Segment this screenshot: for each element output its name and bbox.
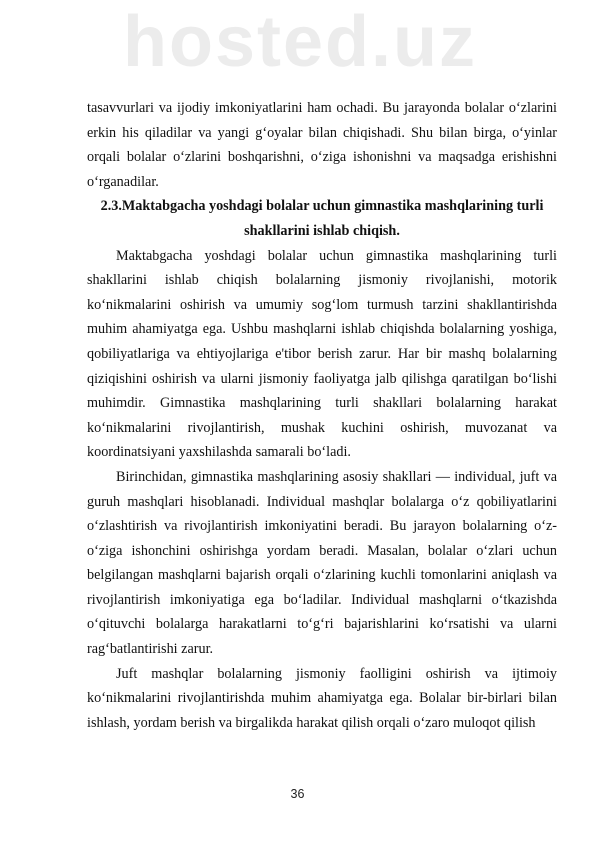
paragraph-exercise-forms: Birinchidan, gimnastika mashqlarining asosiy shakllari — individual, juft va guruh mashqlari hisoblanadi. Individual mashqlar bolalarga o‘z qobiliyatlarini o‘zlashtirish va rivojlantirish imkoniyatini beradi. Bu jarayon bolalarning o‘z-o‘ziga ishonchini oshirishga yordam beradi. Masalan, bolalar o‘zlari uchun belgilangan mashqlarni bajarish orqali o‘zlarining kuchli tomonlarini aniqlash va rivojlantirish imkoniyatiga ega bo‘ladilar. Individual mashqlarni o‘tkazishda o‘qituvchi bolalarga harakatlarni to‘g‘ri bajarishlarini ko‘rsatishi va ularni rag‘batlantirishi zarur.: [87, 468, 557, 658]
watermark: [0, 0, 595, 78]
paragraph-intro: Maktabgacha yoshdagi bolalar uchun gimnastika mashqlarining turli shakllarini ishlab chiqish bolalarning jismoniy rivojlanishi, motorik ko‘nikmalarini oshirish va umumiy sog‘lom turmush tarzini shakllantirishda muhim ahamiyatga ega. Ushbu mashqlarni ishlab chiqishda bolalarning yoshiga, qobiliyatlariga va ehtiyojlariga e'tibor berish zarur. Har bir mashq bolalarning qiziqishini oshirish va ularni jismoniy faoliyatga jalb qilishga qaratilgan bo‘lishi muhimdir. Gimnastika mashqlarining turli shakllari bolalarning harakat ko‘nikmalarini rivojlantirish, mushak kuchini oshirish, muvozanat va koordinatsiyani yaxshilashda samarali bo‘ladi.: [87, 247, 557, 461]
page-number: 36: [290, 787, 305, 801]
paragraph-pair-exercises: Juft mashqlar bolalarning jismoniy faolligini oshirish va ijtimoiy ko‘nikmalarini rivojlantirishda muhim ahamiyatga ega. Bolalar bir-birlari bilan ishlash, yordam berish va birgalikda harakat qilish orqali o‘zaro muloqot qilish: [87, 665, 557, 731]
watermark-text: hosted.uz: [123, 2, 477, 78]
watermark-logo: [0, 0, 595, 78]
page-body: [87, 96, 557, 735]
section-heading: 2.3.Maktabgacha yoshdagi bolalar uchun gimnastika mashqlarining turli shakllarini ishlab chiqish.: [100, 198, 544, 239]
paragraph-continuation: tasavvurlari va ijodiy imkoniyatlarini ham ochadi. Bu jarayonda bolalar o‘zlarini erkin his qiladilar va yangi g‘oyalar bilan chiqishadi. Shu bilan birga, o‘yinlar orqali bolalar o‘zlarini boshqarishni, o‘ziga ishonishni va maqsadga erishishni o‘rganadilar.: [87, 100, 557, 190]
